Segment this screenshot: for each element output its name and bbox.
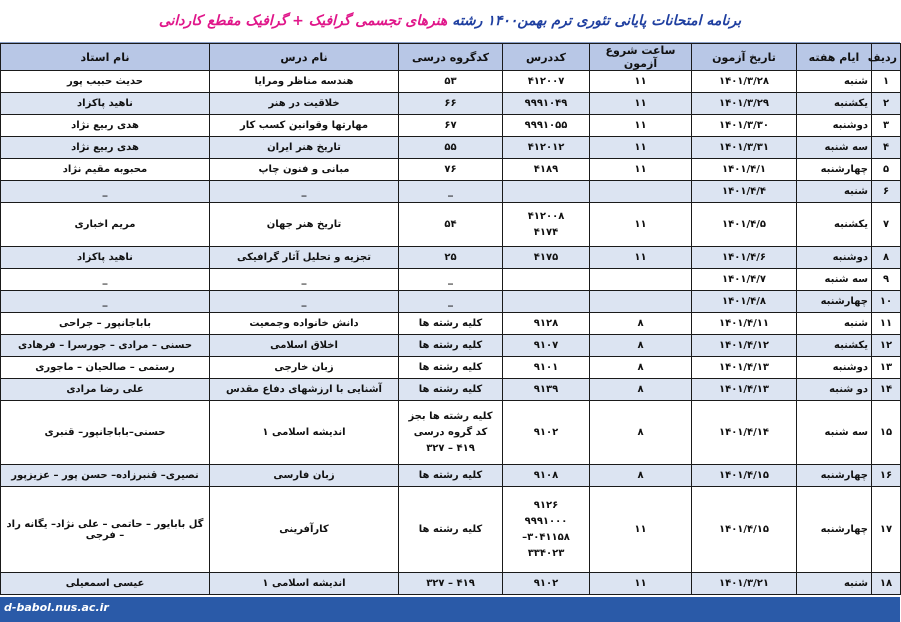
table-row xyxy=(1,159,901,181)
course-code-line: ۳۳۴۰۲۳ xyxy=(527,547,565,559)
table-row xyxy=(1,71,901,93)
cell-exam-date: ۱۴۰۱/۴/۶ xyxy=(692,247,797,269)
cell-weekday: یکشنبه xyxy=(797,93,872,115)
cell-exam-date: ۱۴۰۱/۳/۳۱ xyxy=(692,137,797,159)
cell-course-code xyxy=(503,357,590,379)
cell-exam-date: ۱۴۰۱/۳/۲۱ xyxy=(692,573,797,595)
cell-weekday: شنبه xyxy=(797,573,872,595)
cell-group-code xyxy=(399,159,503,181)
cell-group-code xyxy=(399,465,503,487)
cell-weekday: سه شنبه xyxy=(797,269,872,291)
cell-group-code xyxy=(399,335,503,357)
cell-weekday: چهارشنبه xyxy=(797,465,872,487)
cell-teacher-name: باباجانپور – جراحی xyxy=(1,313,210,335)
cell-course-code xyxy=(503,247,590,269)
header-course-name: نام درس xyxy=(210,44,399,71)
table-row xyxy=(1,93,901,115)
header-start-time: ساعت شروع آزمون xyxy=(590,44,692,71)
cell-course-name: _ xyxy=(210,181,399,203)
cell-course-code xyxy=(503,203,590,247)
table-row xyxy=(1,487,901,573)
cell-weekday: یکشنبه xyxy=(797,203,872,247)
header-weekday: ایام هفته xyxy=(797,44,872,71)
page-title xyxy=(159,13,741,29)
cell-course-name: اخلاق اسلامی xyxy=(210,335,399,357)
cell-start-time xyxy=(590,181,692,203)
table-row xyxy=(1,247,901,269)
cell-exam-date: ۱۴۰۱/۴/۷ xyxy=(692,269,797,291)
group-code-line: کلیه رشته ها بجز xyxy=(408,410,493,422)
group-code-line: ۷۶ xyxy=(444,163,457,175)
cell-start-time: ۸ xyxy=(590,379,692,401)
cell-course-name: مبانی و فنون چاپ xyxy=(210,159,399,181)
cell-teacher-name: هدی ربیع نژاد xyxy=(1,115,210,137)
cell-course-code xyxy=(503,573,590,595)
cell-course-code xyxy=(503,269,590,291)
cell-course-code xyxy=(503,115,590,137)
cell-weekday: دو شنبه xyxy=(797,379,872,401)
table-row xyxy=(1,115,901,137)
cell-teacher-name: عیسی اسمعیلی xyxy=(1,573,210,595)
table-row xyxy=(1,291,901,313)
cell-start-time: ۸ xyxy=(590,313,692,335)
cell-group-code xyxy=(399,357,503,379)
cell-group-code xyxy=(399,137,503,159)
cell-teacher-name: رستمی – صالحیان – ماجوری xyxy=(1,357,210,379)
title-bar xyxy=(0,0,900,43)
group-code-line: ۵۴ xyxy=(444,218,457,230)
cell-course-code xyxy=(503,487,590,573)
table-row xyxy=(1,357,901,379)
table-row xyxy=(1,335,901,357)
cell-group-code xyxy=(399,269,503,291)
course-code-line: ۹۱۳۹ xyxy=(533,383,559,395)
group-code-line: کد گروه درسی xyxy=(413,426,488,438)
group-code-line: ۶۶ xyxy=(444,97,457,109)
table-row xyxy=(1,313,901,335)
cell-course-code xyxy=(503,71,590,93)
cell-teacher-name: نصیری– قنبرزاده– حسن پور – عزیزپور xyxy=(1,465,210,487)
cell-start-time: ۱۱ xyxy=(590,159,692,181)
cell-start-time: ۸ xyxy=(590,357,692,379)
cell-group-code xyxy=(399,291,503,313)
cell-teacher-name: هدی ربیع نژاد xyxy=(1,137,210,159)
cell-weekday: شنبه xyxy=(797,181,872,203)
cell-course-code xyxy=(503,313,590,335)
group-code-line: ۲۵ xyxy=(444,251,457,263)
group-code-line: ۴۱۹ – ۳۲۷ xyxy=(426,442,475,454)
cell-course-code xyxy=(503,465,590,487)
group-code-line: ۵۳ xyxy=(444,75,457,87)
cell-course-name: دانش خانواده وجمعیت xyxy=(210,313,399,335)
cell-weekday: شنبه xyxy=(797,313,872,335)
table-row xyxy=(1,379,901,401)
cell-row-number: ۴ xyxy=(872,137,901,159)
cell-exam-date: ۱۴۰۱/۴/۵ xyxy=(692,203,797,247)
cell-row-number: ۱۴ xyxy=(872,379,901,401)
cell-teacher-name: گل بابایور – حاتمی – علی نژاد– یگانه راد – فرجی xyxy=(1,487,210,573)
cell-row-number: ۱۷ xyxy=(872,487,901,573)
cell-teacher-name: حدیث حبیب پور xyxy=(1,71,210,93)
cell-exam-date: ۱۴۰۱/۴/۴ xyxy=(692,181,797,203)
cell-teacher-name: علی رضا مرادی xyxy=(1,379,210,401)
cell-start-time: ۸ xyxy=(590,335,692,357)
course-code-line: ۹۱۰۱ xyxy=(533,361,559,373)
title-part-2: هنرهای تجسمی گرافیک xyxy=(308,13,448,29)
cell-course-name: زبان فارسی xyxy=(210,465,399,487)
cell-weekday: سه شنبه xyxy=(797,401,872,465)
cell-exam-date: ۱۴۰۱/۴/۱۳ xyxy=(692,357,797,379)
cell-course-code xyxy=(503,291,590,313)
table-row xyxy=(1,203,901,247)
cell-exam-date: ۱۴۰۱/۴/۱۴ xyxy=(692,401,797,465)
course-code-line: ۴۱۷۴ xyxy=(533,226,559,238)
course-code-line: ۴۱۸۹ xyxy=(533,163,559,175)
cell-start-time xyxy=(590,269,692,291)
cell-group-code xyxy=(399,487,503,573)
group-code-line: _ xyxy=(448,273,453,285)
course-code-line: ۹۱۲۸ xyxy=(533,317,559,329)
course-code-line: ۹۹۹۱۰۴۹ xyxy=(524,97,568,109)
cell-row-number: ۹ xyxy=(872,269,901,291)
cell-start-time: ۱۱ xyxy=(590,115,692,137)
cell-course-name: مهارتها وقوانین کسب کار xyxy=(210,115,399,137)
cell-group-code xyxy=(399,93,503,115)
course-code-line: ۴۱۲۰۰۷ xyxy=(527,75,565,87)
title-part-3: + گرافیک مقطع کاردانی xyxy=(158,13,304,29)
header-teacher-name: نام استاد xyxy=(1,44,210,71)
cell-row-number: ۵ xyxy=(872,159,901,181)
cell-exam-date: ۱۴۰۱/۴/۱۱ xyxy=(692,313,797,335)
cell-course-code xyxy=(503,379,590,401)
cell-course-code xyxy=(503,93,590,115)
footer-site-url: d-babol.nus.ac.ir xyxy=(4,601,109,614)
cell-exam-date: ۱۴۰۱/۴/۱ xyxy=(692,159,797,181)
header-row xyxy=(1,44,901,71)
cell-teacher-name: _ xyxy=(1,269,210,291)
header-course-code: کددرس xyxy=(503,44,590,71)
cell-group-code xyxy=(399,379,503,401)
course-code-line: ۴۱۲۰۱۲ xyxy=(527,141,565,153)
cell-course-code xyxy=(503,159,590,181)
group-code-line: _ xyxy=(448,185,453,197)
cell-row-number: ۶ xyxy=(872,181,901,203)
cell-course-name: کارآفرینی xyxy=(210,487,399,573)
course-code-line: ۹۱۰۷ xyxy=(533,339,559,351)
cell-group-code xyxy=(399,181,503,203)
cell-row-number: ۱۳ xyxy=(872,357,901,379)
cell-exam-date: ۱۴۰۱/۳/۳۰ xyxy=(692,115,797,137)
cell-course-name: آشنایی با ارزشهای دفاع مقدس xyxy=(210,379,399,401)
cell-start-time: ۱۱ xyxy=(590,573,692,595)
footer-bar xyxy=(0,597,900,622)
cell-exam-date: ۱۴۰۱/۴/۱۵ xyxy=(692,465,797,487)
cell-course-name: اندیشه اسلامی ۱ xyxy=(210,401,399,465)
cell-row-number: ۱ xyxy=(872,71,901,93)
cell-start-time: ۱۱ xyxy=(590,203,692,247)
cell-weekday: دوشنبه xyxy=(797,115,872,137)
cell-start-time: ۱۱ xyxy=(590,71,692,93)
course-code-line: ۳۰۴۱۱۵۸– xyxy=(522,531,570,543)
table-row xyxy=(1,269,901,291)
cell-group-code xyxy=(399,71,503,93)
header-exam-date: تاریخ آزمون xyxy=(692,44,797,71)
cell-start-time: ۱۱ xyxy=(590,487,692,573)
group-code-line: ۵۵ xyxy=(444,141,457,153)
cell-row-number: ۳ xyxy=(872,115,901,137)
cell-weekday: چهارشنبه xyxy=(797,159,872,181)
cell-course-code xyxy=(503,335,590,357)
course-code-line: ۴۱۲۰۰۸ xyxy=(527,210,565,222)
cell-course-name: _ xyxy=(210,269,399,291)
group-code-line: ۴۱۹ – ۳۲۷ xyxy=(426,577,475,589)
cell-weekday: یکشنبه xyxy=(797,335,872,357)
table-row xyxy=(1,573,901,595)
cell-row-number: ۱۸ xyxy=(872,573,901,595)
cell-teacher-name: حسنی – مرادی – جورسرا – فرهادی xyxy=(1,335,210,357)
cell-exam-date: ۱۴۰۱/۴/۱۲ xyxy=(692,335,797,357)
cell-row-number: ۱۰ xyxy=(872,291,901,313)
group-code-line: کلیه رشته ها xyxy=(418,317,483,329)
group-code-line: کلیه رشته ها xyxy=(418,383,483,395)
header-row-number: ردیف xyxy=(872,44,901,71)
cell-start-time: ۸ xyxy=(590,401,692,465)
cell-course-name: _ xyxy=(210,291,399,313)
cell-row-number: ۱۶ xyxy=(872,465,901,487)
cell-course-name: تاریخ هنر ایران xyxy=(210,137,399,159)
cell-teacher-name: ناهید پاکزاد xyxy=(1,247,210,269)
cell-course-code xyxy=(503,137,590,159)
course-code-line: ۹۹۹۱۰۵۵ xyxy=(524,119,568,131)
cell-start-time: ۱۱ xyxy=(590,137,692,159)
cell-start-time: ۱۱ xyxy=(590,247,692,269)
group-code-line: کلیه رشته ها xyxy=(418,339,483,351)
table-row xyxy=(1,401,901,465)
course-code-line: ۹۱۰۲ xyxy=(533,577,559,589)
cell-weekday: چهارشنبه xyxy=(797,487,872,573)
cell-teacher-name: ناهید پاکزاد xyxy=(1,93,210,115)
course-code-line: ۹۹۹۱۰۰۰ xyxy=(524,515,568,527)
cell-course-name: خلاقیت در هنر xyxy=(210,93,399,115)
cell-course-name: اندیشه اسلامی ۱ xyxy=(210,573,399,595)
cell-teacher-name: _ xyxy=(1,291,210,313)
cell-exam-date: ۱۴۰۱/۴/۱۵ xyxy=(692,487,797,573)
group-code-line: کلیه رشته ها xyxy=(418,361,483,373)
group-code-line: کلیه رشته ها xyxy=(418,469,483,481)
table-row xyxy=(1,181,901,203)
cell-start-time: ۸ xyxy=(590,465,692,487)
header-group-code: کدگروه درسی xyxy=(399,44,503,71)
cell-weekday: دوشنبه xyxy=(797,247,872,269)
group-code-line: ۶۷ xyxy=(444,119,457,131)
cell-teacher-name: _ xyxy=(1,181,210,203)
cell-exam-date: ۱۴۰۱/۳/۲۸ xyxy=(692,71,797,93)
cell-row-number: ۱۵ xyxy=(872,401,901,465)
course-code-line: ۹۱۰۲ xyxy=(533,426,559,438)
cell-weekday: سه شنبه xyxy=(797,137,872,159)
cell-row-number: ۲ xyxy=(872,93,901,115)
cell-teacher-name: مریم اخباری xyxy=(1,203,210,247)
course-code-line: ۹۱۰۸ xyxy=(533,469,559,481)
cell-weekday: شنبه xyxy=(797,71,872,93)
cell-course-name: تاریخ هنر جهان xyxy=(210,203,399,247)
table-row xyxy=(1,137,901,159)
cell-exam-date: ۱۴۰۱/۴/۸ xyxy=(692,291,797,313)
title-part-1: برنامه امتحانات پایانی تئوری ترم بهمن۱۴۰۰ رشته xyxy=(452,13,742,29)
cell-course-code xyxy=(503,181,590,203)
cell-row-number: ۱۱ xyxy=(872,313,901,335)
cell-start-time: ۱۱ xyxy=(590,93,692,115)
cell-row-number: ۸ xyxy=(872,247,901,269)
cell-row-number: ۱۲ xyxy=(872,335,901,357)
cell-group-code xyxy=(399,401,503,465)
cell-group-code xyxy=(399,247,503,269)
cell-start-time xyxy=(590,291,692,313)
cell-weekday: دوشنبه xyxy=(797,357,872,379)
course-code-line: ۹۱۲۶ xyxy=(533,499,559,511)
cell-course-name: تجزیه و تحلیل آثار گرافیکی xyxy=(210,247,399,269)
cell-teacher-name: محبوبه مقیم نژاد xyxy=(1,159,210,181)
table-row xyxy=(1,465,901,487)
cell-row-number: ۷ xyxy=(872,203,901,247)
exam-schedule-table xyxy=(0,43,901,595)
cell-course-code xyxy=(503,401,590,465)
cell-group-code xyxy=(399,203,503,247)
cell-weekday: چهارشنبه xyxy=(797,291,872,313)
cell-course-name: زبان خارجی xyxy=(210,357,399,379)
course-code-line: ۴۱۷۵ xyxy=(533,251,559,263)
cell-teacher-name: حسنی–باباجانپور– قنبری xyxy=(1,401,210,465)
group-code-line: _ xyxy=(448,295,453,307)
cell-course-name: هندسه مناظر ومرایا xyxy=(210,71,399,93)
cell-exam-date: ۱۴۰۱/۳/۲۹ xyxy=(692,93,797,115)
cell-group-code xyxy=(399,115,503,137)
group-code-line: کلیه رشته ها xyxy=(418,523,483,535)
cell-group-code xyxy=(399,313,503,335)
cell-exam-date: ۱۴۰۱/۴/۱۳ xyxy=(692,379,797,401)
cell-group-code xyxy=(399,573,503,595)
